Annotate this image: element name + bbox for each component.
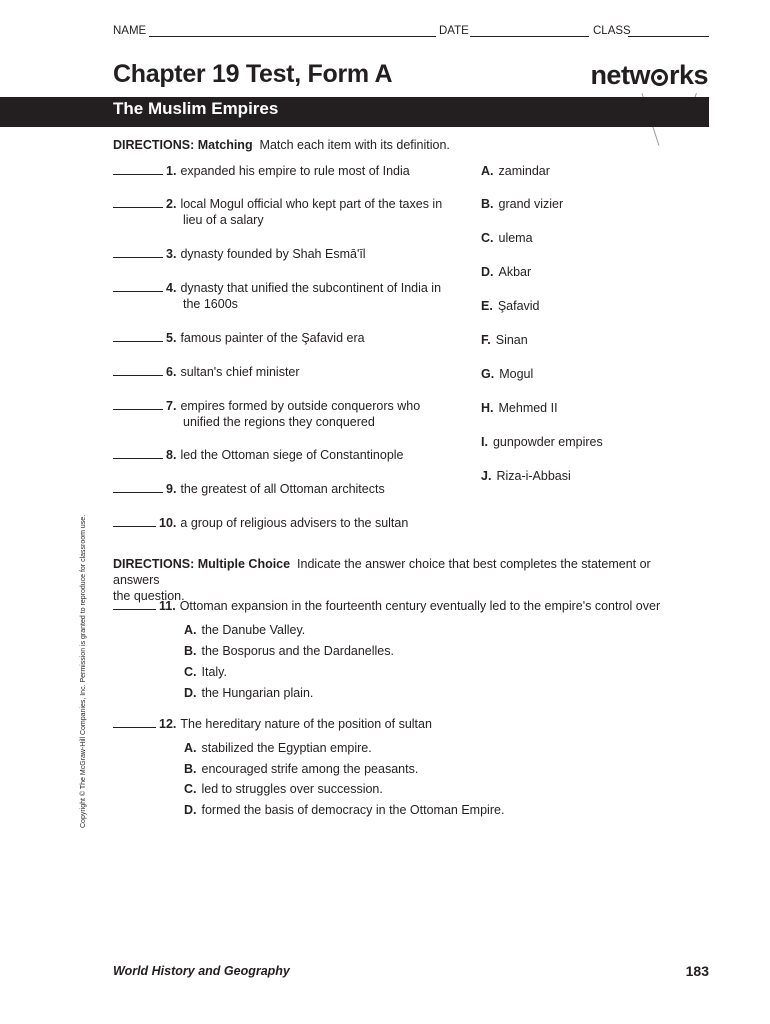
option-letter: B. <box>481 197 494 211</box>
answer-blank[interactable] <box>113 374 163 376</box>
item-number: 8. <box>166 448 177 462</box>
option-letter: A. <box>481 164 494 178</box>
option-letter: D. <box>481 265 494 279</box>
date-label: DATE <box>439 25 469 37</box>
item-number: 10. <box>159 516 177 530</box>
item-number: 2. <box>166 197 177 211</box>
item-text: led the Ottoman siege of Constantinople <box>180 448 404 462</box>
answer-blank[interactable] <box>113 206 163 208</box>
logo-text-end: rks <box>668 60 708 90</box>
option-text: Riza-i-Abbasi <box>496 469 571 483</box>
choice-letter: A. <box>184 623 197 637</box>
item-text-continued: lieu of a salary <box>183 213 264 227</box>
footer-book-title: World History and Geography <box>113 964 290 978</box>
choice-letter: D. <box>184 803 197 817</box>
date-field[interactable] <box>470 36 589 37</box>
class-label: CLASS <box>593 25 631 37</box>
choice-text: the Hungarian plain. <box>201 686 314 700</box>
option-text: grand vizier <box>498 197 564 211</box>
matching-item <box>113 447 458 463</box>
choice-letter: C. <box>184 665 197 679</box>
answer-blank[interactable] <box>113 256 163 258</box>
option-letter: G. <box>481 367 495 381</box>
mc-choice <box>184 622 305 638</box>
mc-choice <box>184 781 383 797</box>
item-text: dynasty that unified the subcontinent of India in <box>180 281 442 295</box>
matching-item <box>113 163 458 179</box>
page-title: Chapter 19 Test, Form A <box>113 60 393 88</box>
mc-choice <box>184 664 227 680</box>
subtitle-band <box>0 97 709 127</box>
option-text: Mehmed II <box>498 401 558 415</box>
choice-text: stabilized the Egyptian empire. <box>201 741 372 755</box>
choice-letter: A. <box>184 741 197 755</box>
answer-blank[interactable] <box>113 340 163 342</box>
answer-option <box>481 332 528 348</box>
item-text-continued: the 1600s <box>183 297 238 311</box>
mc-choice <box>184 685 313 701</box>
item-number: 4. <box>166 281 177 295</box>
option-text: ulema <box>498 231 533 245</box>
item-number: 1. <box>166 164 177 178</box>
choice-text: Italy. <box>201 665 227 679</box>
choice-text: the Danube Valley. <box>201 623 306 637</box>
option-text: Mogul <box>499 367 534 381</box>
item-number: 9. <box>166 482 177 496</box>
class-field[interactable] <box>628 36 709 37</box>
item-text: the greatest of all Ottoman architects <box>180 482 385 496</box>
answer-blank[interactable] <box>113 608 156 610</box>
answer-option <box>481 468 571 484</box>
logo-text-start: netw <box>590 60 650 90</box>
answer-option <box>481 366 533 382</box>
choice-text: led to struggles over succession. <box>201 782 383 796</box>
item-number: 6. <box>166 365 177 379</box>
answer-blank[interactable] <box>113 726 156 728</box>
option-text: Akbar <box>498 265 532 279</box>
item-text: local Mogul official who kept part of the taxes in <box>180 197 443 211</box>
choice-letter: C. <box>184 782 197 796</box>
matching-directions <box>113 137 450 153</box>
matching-item <box>113 481 458 497</box>
item-text: famous painter of the Şafavid era <box>180 331 365 345</box>
answer-option <box>481 264 531 280</box>
answer-blank[interactable] <box>113 457 163 459</box>
item-text: expanded his empire to rule most of India <box>180 164 410 178</box>
matching-item <box>113 515 458 531</box>
choice-text: formed the basis of democracy in the Ottoman Empire. <box>201 803 505 817</box>
mc-directions-label: DIRECTIONS: Multiple Choice <box>113 557 291 571</box>
matching-item <box>113 398 458 430</box>
answer-blank[interactable] <box>113 173 163 175</box>
choice-text: the Bosporus and the Dardanelles. <box>201 644 394 658</box>
name-label: NAME <box>113 25 147 37</box>
answer-blank[interactable] <box>113 525 156 527</box>
question-text: Ottoman expansion in the fourteenth century eventually led to the empire's control over <box>179 599 661 613</box>
item-text: dynasty founded by Shah Esmā'īl <box>180 247 366 261</box>
answer-blank[interactable] <box>113 290 163 292</box>
mc-question <box>113 598 673 614</box>
answer-option <box>481 196 563 212</box>
answer-option <box>481 230 533 246</box>
answer-blank[interactable] <box>113 491 163 493</box>
option-letter: J. <box>481 469 492 483</box>
question-text: The hereditary nature of the position of sultan <box>180 717 432 731</box>
mc-choice <box>184 643 394 659</box>
answer-blank[interactable] <box>113 408 163 410</box>
networks-logo <box>590 60 708 91</box>
matching-item <box>113 364 458 380</box>
option-letter: E. <box>481 299 493 313</box>
matching-directions-text: Match each item with its definition. <box>259 138 450 152</box>
multiple-choice-directions <box>113 556 683 604</box>
item-number: 7. <box>166 399 177 413</box>
option-text: gunpowder empires <box>492 435 603 449</box>
option-text: zamindar <box>498 164 550 178</box>
question-number: 11. <box>159 599 176 613</box>
name-field[interactable] <box>149 36 436 37</box>
option-letter: H. <box>481 401 494 415</box>
choice-text: encouraged strife among the peasants. <box>201 762 419 776</box>
page-number: 183 <box>685 963 709 979</box>
item-text: empires formed by outside conquerors who <box>180 399 421 413</box>
item-number: 3. <box>166 247 177 261</box>
mc-directions-text-continued: the question. <box>113 589 185 603</box>
matching-item <box>113 280 458 312</box>
mc-question <box>113 716 673 732</box>
answer-option <box>481 298 540 314</box>
chapter-subtitle: The Muslim Empires <box>113 99 279 118</box>
matching-item <box>113 246 458 262</box>
mc-choice <box>184 761 418 777</box>
matching-item <box>113 196 458 228</box>
choice-letter: B. <box>184 644 197 658</box>
option-letter: I. <box>481 435 488 449</box>
answer-option <box>481 163 550 179</box>
item-text-continued: unified the regions they conquered <box>183 415 375 429</box>
item-text: a group of religious advisers to the sultan <box>180 516 409 530</box>
option-text: Şafavid <box>497 299 540 313</box>
choice-letter: D. <box>184 686 197 700</box>
option-letter: C. <box>481 231 494 245</box>
side-copyright: Copyright © The McGraw-Hill Companies, Inc. Permission is granted to reproduce for classroom use. <box>80 514 87 828</box>
item-text: sultan's chief minister <box>180 365 300 379</box>
option-text: Sinan <box>495 333 528 347</box>
answer-option <box>481 434 603 450</box>
item-number: 5. <box>166 331 177 345</box>
matching-directions-label: DIRECTIONS: Matching <box>113 138 253 152</box>
option-letter: F. <box>481 333 491 347</box>
matching-item <box>113 330 458 346</box>
choice-letter: B. <box>184 762 197 776</box>
globe-o-icon <box>651 69 668 86</box>
question-number: 12. <box>159 717 177 731</box>
answer-option <box>481 400 558 416</box>
mc-choice <box>184 802 504 818</box>
mc-directions-text: Indicate the answer choice that best completes the statement or answers <box>113 557 651 587</box>
mc-choice <box>184 740 372 756</box>
